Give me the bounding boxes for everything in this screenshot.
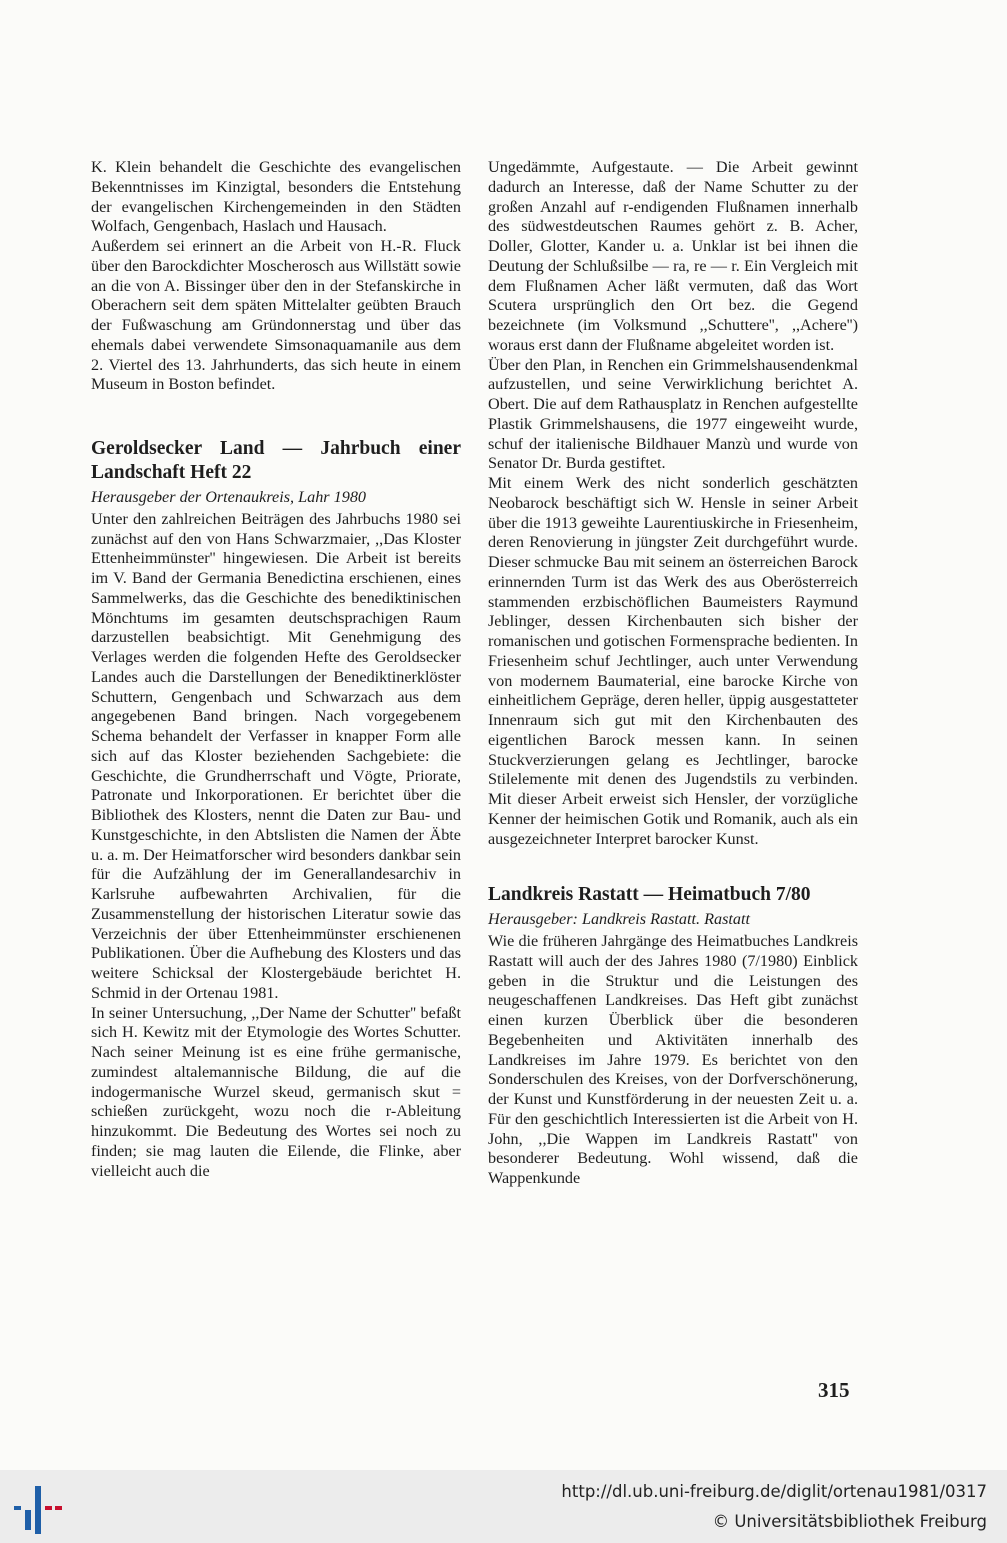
section-publisher: Herausgeber der Ortenaukreis, Lahr 1980 (91, 488, 367, 506)
right-column (488, 158, 858, 1189)
left-column (91, 158, 461, 1181)
body-paragraph: Über den Plan, in Renchen ein Grimmelshausendenkmal aufzustellen, und seine Verwirklichung berichtet A. Obert. Die auf dem Rathausplatz in Renchen aufgestellte Plastik Grimmelshausens, die 1977 eingeweiht wurde, schuf der italienische Bildhauer Manzù und wurde von Senator Dr. Burda gestiftet. (488, 355, 858, 473)
body-paragraph: In seiner Untersuchung, ,,Der Name der Schutter'' befaßt sich H. Kewitz mit der Etymologie des Wortes Schutter. Nach seiner Meinung ist es eine frühe germanische, zumindest altalemannische Bildung, die auf die indogermanische Wurzel skeud, germanisch skut = schießen zurückgeht, wozu noch die r-Ableitung hinzukommt. Die Bedeutung des Wortes sei noch zu finden; sie mag lauten die Eilende, die Flinke, aber vielleicht auch die (91, 1003, 461, 1180)
intro-paragraph: K. Klein behandelt die Geschichte des evangelischen Bekenntnisses im Kinzigtal, besonders die Entstehung der evangelischen Kirchengemeinden in den Städten Wolfach, Gengenbach, Haslach und Hausach. (91, 158, 461, 236)
intro-paragraph: Außerdem sei erinnert an die Arbeit von H.-R. Fluck über den Barockdichter Moscherosch aus Willstätt sowie an die von A. Bissinger über den in der Stefanskirche in Oberachern seit dem späten Mittelalter geübten Brauch der Fußwaschung am Gründonnerstag und über das ehemals dabei verwendete Simsonaquamanile aus dem 2. Viertel des 13. Jahrhunderts, das sich heute in einem Museum in Boston befindet. (91, 237, 461, 394)
page-number: 315 (818, 1378, 850, 1402)
footer-bar (0, 1470, 1007, 1543)
ub-freiburg-logo-icon[interactable] (10, 1480, 64, 1536)
section-title-rastatt: Landkreis Rastatt — Heimatbuch 7/80 (488, 884, 811, 906)
body-paragraph: Ungedämmte, Aufgestaute. — Die Arbeit gewinnt dadurch an Interesse, daß der Name Schutter zu der großen Anzahl auf r-endigenden Flußnamen innerhalb des südwestdeutschen Raumes gehört z. B. Acher, Doller, Glotter, Kander u. a. Unklar ist bei ihnen die Deutung der Schlußsilbe — ra, re — r. Ein Vergleich mit dem Flußnamen Acher läßt vermuten, daß das Wort Scutera ursprünglich den Ort bez. die Gegend bezeichnete (im Volksmund ,,Schuttere'', ,,Achere'') woraus erst dann der Flußname abgeleitet worden ist. (488, 158, 858, 354)
section-title-geroldsecker: Geroldsecker Land — Jahrbuch einer Landschaft Heft 22 (91, 438, 461, 483)
body-paragraph: Wie die früheren Jahrgänge des Heimatbuches Landkreis Rastatt will auch der des Jahres 1980 (7/1980) Einblick geben in die Struktur und die Leistungen des neugeschaffenen Landkreises. Das Heft gibt zunächst einen kurzen Überblick über die besonderen Begebenheiten und Aktivitäten innerhalb des Landkreises im Jahre 1979. Es berichtet von den Sonderschulen des Kreises, von der Dorfverschönerung, der Kunst und Kunstförderung in der neuesten Zeit u. a. Für den geschichtlich Interessierten ist die Arbeit von H. John, ,,Die Wappen im Landkreis Rastatt'' von besonderer Bedeutung. Wohl wissend, daß die Wappenkunde (488, 932, 858, 1187)
body-paragraph: Mit einem Werk des nicht sonderlich geschätzten Neobarock beschäftigt sich W. Hensle in seiner Arbeit über die 1913 geweihte Laurentiuskirche in Friesenheim, deren Renovierung in jüngster Zeit durchgeführt wurde. Dieser schmucke Bau mit seinem an österreichen Barock erinnernden Turm ist das Werk des aus Oberösterreich stammenden erzbischöflichen Baumeisters Raymund Jeblinger, dessen Kirchenbauten sich bisher der romanischen und gotischen Formensprache bedienten. In Friesenheim schuf Jechtlinger, auch unter Verwendung von modernem Baumaterial, eine barocke Kirche von einheitlichem Gepräge, deren heller, üppig ausgestatteter Innenraum sich gut mit den Kirchenbauten des eigentlichen Barock messen kann. In seinen Stuckverzierungen gelang es Jechtlinger, barocke Stilelemente mit denen des Jugendstils zu verbinden. Mit dieser Arbeit erweist sich Hensler, der vorzügliche Kenner der heimischen Gotik und Romanik, auch als ein ausgezeichneter Interpret barocker Kunst. (488, 474, 858, 848)
source-url-link[interactable]: http://dl.ub.uni-freiburg.de/diglit/ortenau1981/0317 (561, 1482, 987, 1501)
body-paragraph: Unter den zahlreichen Beiträgen des Jahrbuchs 1980 sei zunächst auf den von Hans Schwarzmaier, ,,Das Kloster Ettenheimmünster'' hingewiesen. Die Arbeit ist bereits im V. Band der Germania Benedictina erschienen, eines Sammelwerks, das die Geschichte des benediktinischen Mönchtums im gesamten deutschsprachigen Raum darzustellen beabsichtigt. Mit Genehmigung des Verlages werden die folgenden Hefte des Geroldsecker Landes auch die Darstellungen der Benediktinerklöster Schuttern, Gengenbach und Schwarzach aus dem angegebenen Band bringen. Nach vorgegebenem Schema behandelt der Verfasser in knapper Form alle sich auf das Kloster beziehenden Sachgebiete: die Geschichte, die Grundherrschaft und Vögte, Priorate, Patronate und Inkorporationen. Er berichtet über die Bibliothek des Klosters, nennt die Daten zur Bau- und Kunstgeschichte, in den Abtslisten die Namen der Äbte u. a. m. Der Heimatforscher wird besonders dankbar sein für die Aufzählung der im Generallandesarchiv in Karlsruhe aufbewahrten Archivalien, für die Zusammenstellung der historischen Literatur sowie das Verzeichnis der über Ettenheimmünster erschienenen Publikationen. Über die Aufhebung des Klosters und das weitere Schicksal der Klostergebäude berichtet H. Schmid in der Ortenau 1981. (91, 509, 461, 1002)
section-publisher: Herausgeber: Landkreis Rastatt. Rastatt (488, 910, 750, 929)
copyright-notice: © Universitätsbibliothek Freiburg (712, 1512, 987, 1531)
